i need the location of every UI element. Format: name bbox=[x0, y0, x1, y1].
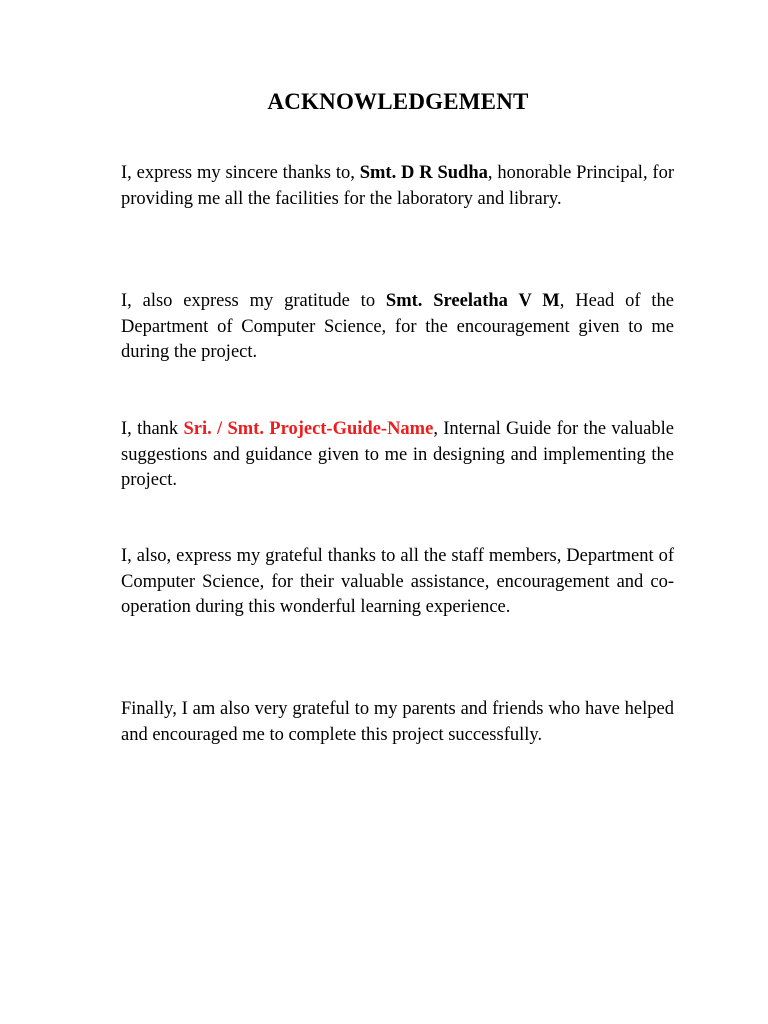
paragraph-guide-thanks bbox=[121, 417, 674, 494]
guide-name-placeholder: Sri. / Smt. Project-Guide-Name bbox=[183, 419, 434, 439]
paragraph-text: , honorable Principal, for providing me all the facilities for the laboratory and library. bbox=[121, 163, 674, 209]
hod-name: Smt. Sreelatha V M bbox=[385, 291, 560, 311]
page-title: ACKNOWLEDGEMENT bbox=[267, 89, 529, 114]
paragraph-text: I, also express my gratitude to bbox=[121, 291, 386, 311]
paragraph-staff-thanks: I, also, express my grateful thanks to all the staff members, Department of Computer Science, for their valuable assistance, encouragement and co-operation during this wonderful learning experience. bbox=[121, 546, 674, 618]
paragraph-text: , Head of the Department of Computer Science, for the encouragement given to me during the project. bbox=[121, 291, 674, 363]
paragraph-text: , Internal Guide for the valuable suggestions and guidance given to me in designing and implementing the project. bbox=[121, 419, 674, 491]
paragraph-hod-gratitude bbox=[121, 289, 674, 366]
paragraph-text: I, thank bbox=[121, 419, 184, 439]
principal-name: Smt. D R Sudha bbox=[359, 163, 488, 183]
paragraph-family-thanks: Finally, I am also very grateful to my parents and friends who have helped and encouraged me to complete this project successfully. bbox=[121, 699, 674, 745]
paragraph-text: I, express my sincere thanks to, bbox=[121, 163, 360, 183]
paragraph-principal-thanks bbox=[121, 161, 674, 212]
